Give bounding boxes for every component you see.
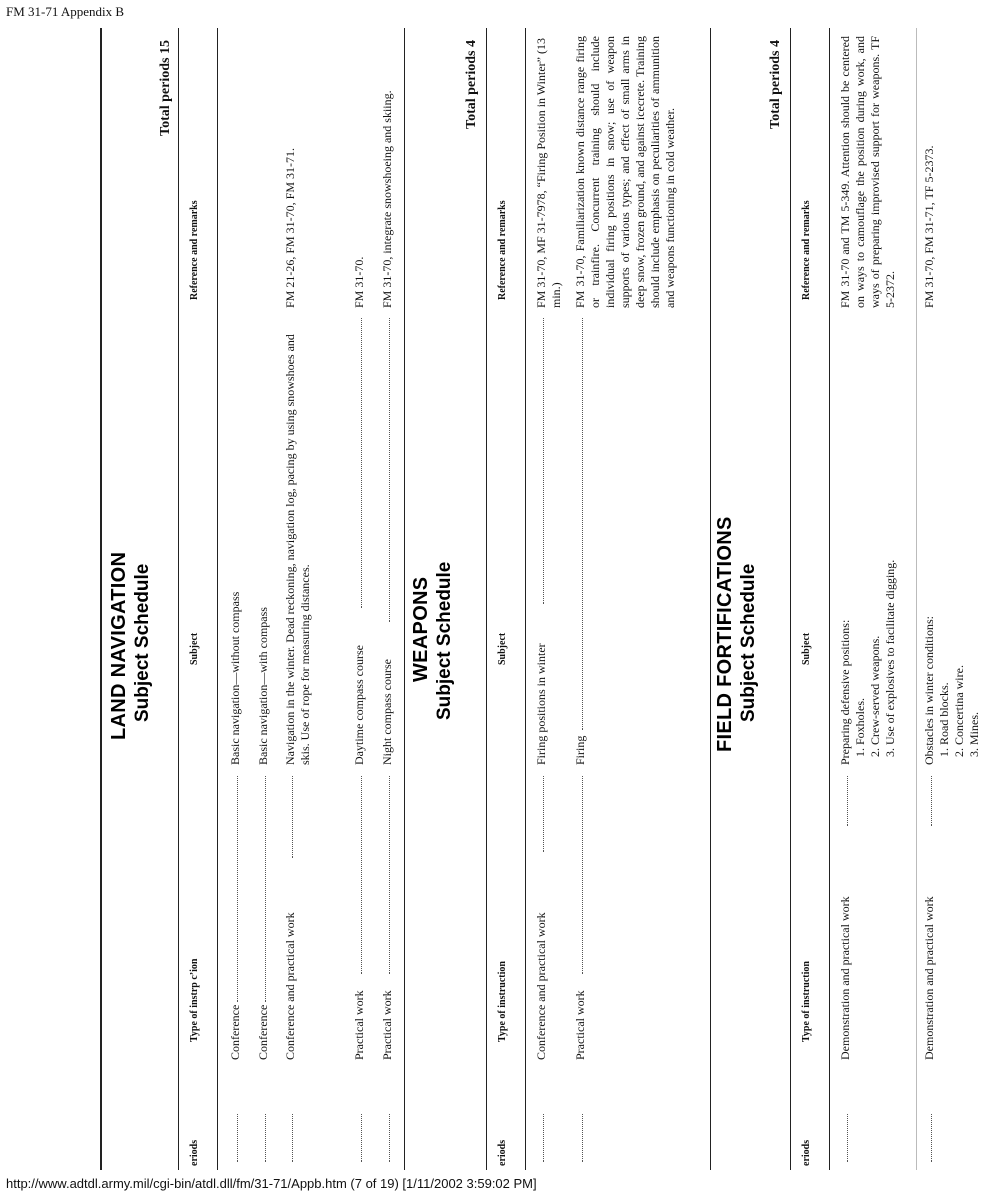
subject-list [937, 325, 982, 765]
table-header [790, 28, 830, 1170]
type-cell: Conference [256, 1004, 270, 1060]
section-title: LAND NAVIGATION [108, 551, 130, 740]
reference-cell: FM 31-70, FM 31-71, TF 5-2373. [922, 145, 936, 308]
list-item: 2. Crew-served weapons. [868, 325, 883, 745]
subject-cell: Daytime compass course [352, 645, 366, 765]
reference-cell: FM 31-70. [352, 256, 366, 308]
row-divider [916, 28, 917, 1170]
scanned-page [100, 28, 981, 1170]
subject-leader [543, 318, 544, 604]
reference-cell: FM 31-70, integrate snowshoeing and skiing. [380, 90, 394, 308]
total-periods: Total periods 4 [768, 40, 783, 129]
type-cell: Demonstration and practical work [922, 896, 936, 1060]
reference-cell: FM 31-70, MF 31-7978, “Firing Position in Winter” (13 min.) [534, 38, 563, 308]
subject-heading: Preparing defensive positions: [838, 619, 852, 765]
list-item: 2. Concertina wire. [952, 325, 967, 745]
column-header-reference: Reference and remarks [801, 200, 812, 300]
section-title: FIELD FORTIFICATIONS [714, 516, 736, 752]
column-header-periods: eriods [189, 1139, 200, 1166]
periods-leader [847, 1114, 848, 1162]
list-item: 1. Foxholes. [853, 325, 868, 745]
column-header-type: Type of instrр c’ion [189, 958, 200, 1042]
periods-leader [543, 1114, 544, 1162]
type-leader [931, 776, 932, 826]
type-cell: Conference and practical work [283, 912, 297, 1060]
column-header-periods: eriods [801, 1139, 812, 1166]
type-leader [847, 776, 848, 826]
column-header-reference: Reference and remarks [189, 200, 200, 300]
column-header-subject: Subject [801, 632, 812, 665]
type-leader [582, 776, 583, 974]
page-footer-url[interactable]: http://www.adtdl.army.mil/cgi-bin/atdl.dll/fm/31-71/Appb.htm (7 of 19) [1/11/2002 3:59:02 PM] [6, 1176, 537, 1191]
type-leader [361, 776, 362, 974]
subject-cell: Basic navigation—without compass [228, 591, 242, 765]
subject-cell [922, 325, 982, 765]
total-periods: Total periods 4 [464, 40, 479, 129]
periods-leader [292, 1114, 293, 1162]
rotated-document [102, 28, 981, 1170]
total-periods: Total periods 15 [158, 40, 173, 136]
column-header-subject: Subject [497, 632, 508, 665]
section-subtitle: Subject Schedule [434, 561, 455, 720]
periods-leader [265, 1114, 266, 1162]
periods-leader [389, 1114, 390, 1162]
subject-cell [838, 325, 898, 765]
type-leader [237, 776, 238, 1002]
subject-cell: Navigation in the winter. Dead reckoning, navigation log, pacing by using snowshoes and skis. Use of rope for measuring distances. [283, 334, 312, 765]
periods-leader [931, 1114, 932, 1162]
list-item: 3. Use of explosives to facilitate digging. [883, 325, 898, 745]
type-leader [265, 776, 266, 1002]
type-leader [292, 776, 293, 858]
list-item: 3. Mines. [967, 325, 982, 745]
subject-leader [361, 318, 362, 608]
type-cell: Practical work [573, 990, 587, 1060]
table-header [486, 28, 526, 1170]
section-title: WEAPONS [410, 576, 432, 682]
type-cell: Conference and practical work [534, 912, 548, 1060]
section-divider [710, 28, 711, 1170]
reference-cell: FM 31-70 and TM 5-349. Attention should be centered on ways to camouflage the position during work, and ways of preparing improvised support for weapons. TF 5-2372. [838, 36, 897, 308]
periods-leader [361, 1114, 362, 1162]
type-cell: Conference [228, 1004, 242, 1060]
subject-heading: Obstacles in winter conditions: [922, 616, 936, 765]
table-header [178, 28, 218, 1170]
column-header-type: Type of instruction [801, 961, 812, 1042]
column-header-type: Type of instruction [497, 961, 508, 1042]
section-subtitle: Subject Schedule [132, 563, 153, 722]
type-cell: Practical work [380, 990, 394, 1060]
column-header-subject: Subject [189, 632, 200, 665]
periods-leader [582, 1114, 583, 1162]
section-subtitle: Subject Schedule [738, 563, 759, 722]
subject-cell: Firing positions in winter [534, 643, 548, 765]
page-header: FM 31-71 Appendix B [6, 4, 125, 19]
periods-leader [237, 1114, 238, 1162]
subject-cell: Firing [573, 735, 587, 765]
subject-list [853, 325, 898, 765]
subject-leader [389, 318, 390, 622]
subject-cell: Basic navigation—with compass [256, 607, 270, 765]
list-item: 1. Road blocks. [937, 325, 952, 745]
column-header-periods: eriods [497, 1139, 508, 1166]
column-header-reference: Reference and remarks [497, 200, 508, 300]
type-cell: Demonstration and practical work [838, 896, 852, 1060]
type-cell: Practical work [352, 990, 366, 1060]
subject-leader [582, 318, 583, 730]
type-leader [543, 776, 544, 852]
reference-cell: FM 21-26, FM 31-70, FM 31-71. [283, 147, 297, 308]
reference-cell: FM 31-70, Familiarization known distance range firing or trainfire. Concurrent training should include individual firing positions in snow; use of weapon supports of various types; and effect of small arms in deep snow, frozen ground, and against icecrete. Training should include emphasis on peculiarities of ammunition and weapons functioning in cold weather. [573, 36, 677, 308]
subject-cell: Night compass course [380, 659, 394, 765]
section-divider [404, 28, 405, 1170]
type-leader [389, 776, 390, 974]
